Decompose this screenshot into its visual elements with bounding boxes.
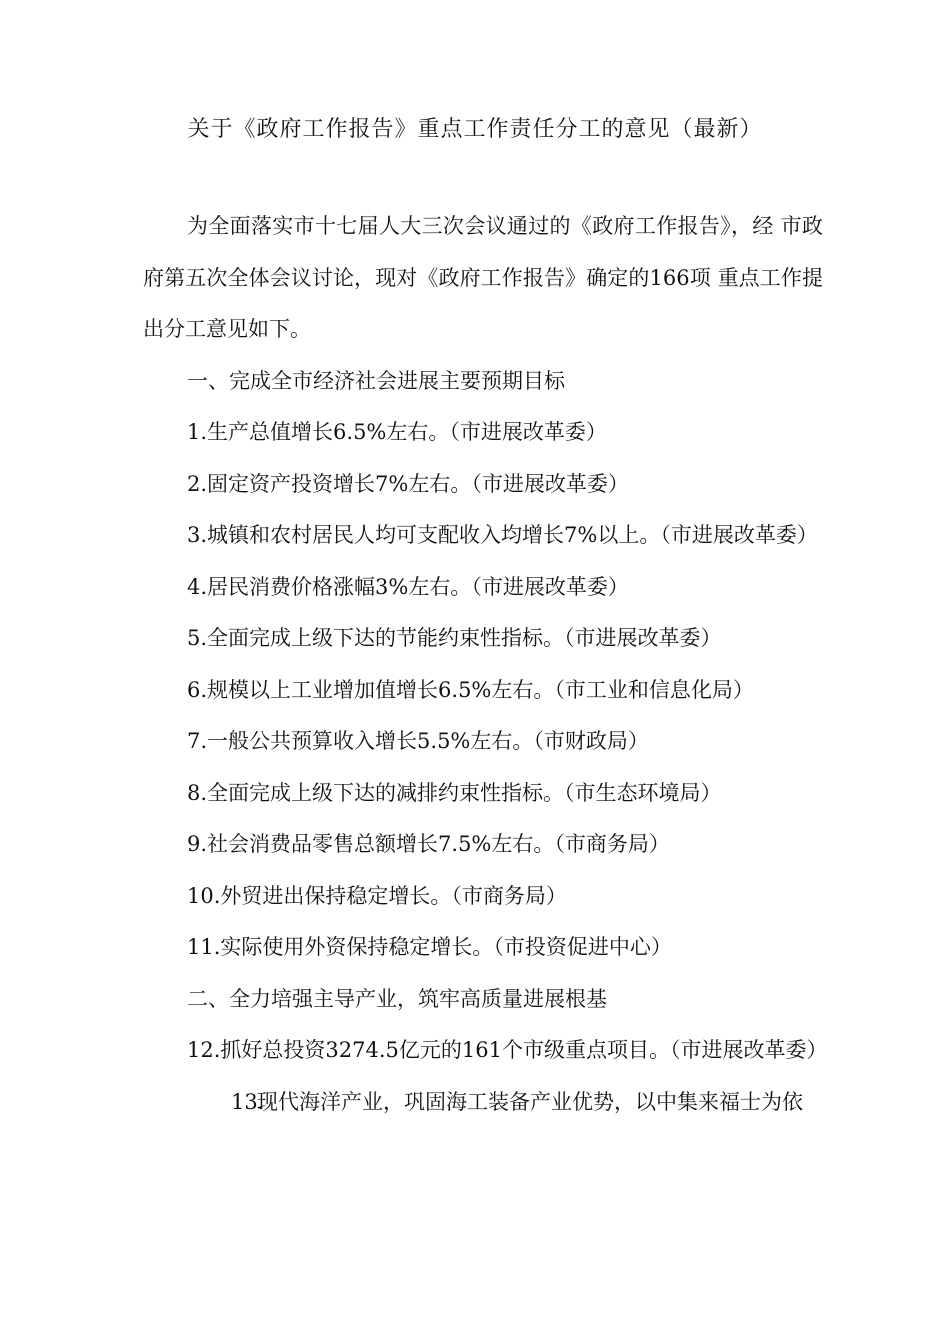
item-13-number: 13. — [231, 1089, 265, 1114]
list-item: 6.规模以上工业增加值增长6.5%左右。（市工业和信息化局） — [187, 677, 754, 702]
list-item: 5.全面完成上级下达的节能约束性指标。（市进展改革委） — [187, 626, 722, 650]
intro-paragraph: 为全面落实市十七届人大三次会议通过的《政府工作报告》，经 市政府第五次全体会议讨论，现对《政府工作报告》确定的166项 重点工作提出分工意见如下。 — [143, 214, 823, 341]
list-item: 8.全面完成上级下达的减排约束性指标。（市生态环境局） — [187, 780, 722, 805]
document-body — [143, 201, 828, 1128]
list-item: 10.外贸进出保持稳定增长。（市商务局） — [187, 883, 567, 908]
list-item: 4.居民消费价格涨幅3%左右。（市进展改革委） — [187, 574, 629, 599]
list-item: 9.社会消费品零售总额增长7.5%左右。（市商务局） — [187, 832, 670, 856]
list-item: 7.一般公共预算收入增长5.5%左右。（市财政局） — [187, 729, 649, 753]
list-item: 2.固定资产投资增长7%左右。（市进展改革委） — [187, 471, 629, 496]
section-heading-1: 一、完成全市经济社会进展主要预期目标 — [187, 368, 565, 393]
list-item: 1.生产总值增长6.5%左右。（市进展改革委） — [187, 420, 607, 444]
list-item: 11.实际使用外资保持稳定增长。（市投资促进中心） — [187, 935, 672, 959]
list-item-13 — [143, 1077, 823, 1129]
section-heading-2: 二、全力培强主导产业，筑牢高质量进展根基 — [187, 986, 607, 1011]
document-title: 关于《政府工作报告》重点工作责任分工的意见（最新） — [187, 117, 763, 142]
list-item: 3.城镇和农村居民人均可支配收入均增长7%以上。（市进展改革委） — [187, 523, 818, 547]
list-item-12: 12.抓好总投资3274.5亿元的161个市级重点项目。（市进展改革委） — [187, 1038, 828, 1062]
item-13-text: 现代海洋产业，巩固海工装备产业优势，以中集来福士为依 — [257, 1089, 803, 1114]
